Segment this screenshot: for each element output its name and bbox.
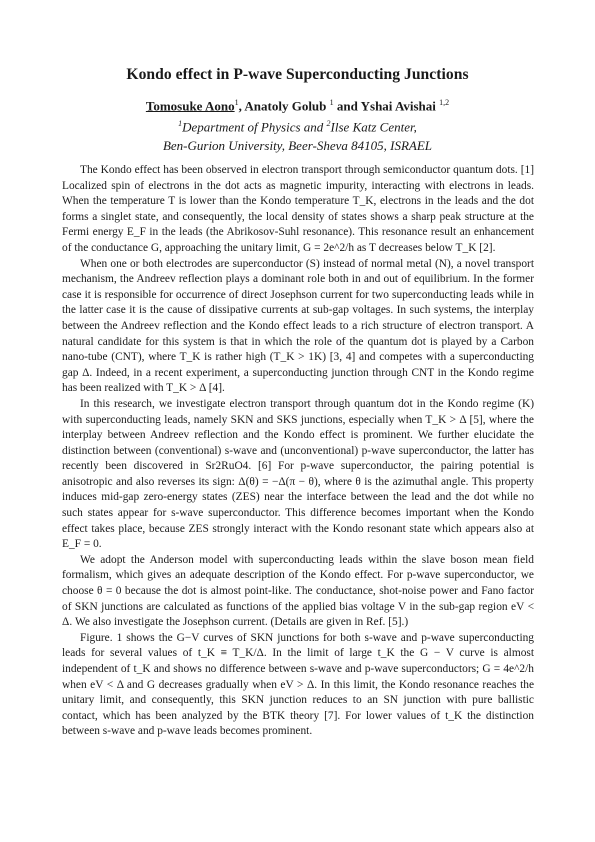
author-golub-affil: 1 [329, 98, 334, 107]
author-separator: , [238, 98, 242, 114]
paragraph-2: When one or both electrodes are superconductor (S) instead of normal metal (N), a novel transport mechanism, the Andreev reflection plays a dominant role both in and out of equilibrium. In the former case it is responsible for occurrence of direct Josephson current for two superconducting leads while in the latter case it is the cause of dissipative currents at sub-gap voltages. In such systems, the interplay between the Andreev reflection and the Kondo effect leads to a rich structure of electron transport. A natural candidate for this system is that in which the role of the quantum dot is played by a Carbon nano-tube (CNT), where T_K is rather high (T_K > 1K) [3, 4] and competes with a superconducting gap Δ. Indeed, in a recent experiment, a superconducting junction through CNT in the Kondo regime has been realized with T_K > Δ [4]. [62, 257, 534, 395]
paper-title: Kondo effect in P-wave Superconducting Junctions [126, 66, 469, 83]
author-aono-affil: 1 [234, 98, 239, 107]
affil-department: Department of Physics and [182, 119, 327, 135]
author-golub: Anatoly Golub [241, 98, 330, 114]
paragraph-1: The Kondo effect has been observed in electron transport through semiconductor quantum dots. [1] Localized spin of electrons in the dot acts as magnetic impurity, interacting with electrons in leads. When the temperature T is lower than the Kondo temperature T_K, electrons in the leads and the dot forms a singlet state, and consequently, the local density of states shows a sharp peak structure at the Fermi energy E_F in the leads (the Abrikosov-Suhl resonance). This resonance result an enhancement of the conductance G, approaching the unitary limit, G = 2e^2/h as T decreases below T_K [2]. [62, 164, 534, 254]
author-avishai-affil: 1,2 [439, 98, 450, 107]
affil-marker-2: 2 [326, 119, 331, 128]
paragraph-5: Figure. 1 shows the G−V curves of SKN junctions for both s-wave and p-wave superconducting leads for several values of t_K ≡ T_K/Δ. In the limit of large t_K the G − V curve is almost independent of t_K and shows no difference between s-wave and p-wave superconductors; G = 4e^2/h when eV < Δ and G decreases gradually when eV > Δ. In this limit, the Kondo resonance reaches the unitary limit, and consequently, this SKN junction reduces to an SN junction with pure ballistic contact, which has been analyzed by the BTK theory [7]. For lower values of t_K the distinction between s-wave and p-wave leads becomes prominent. [62, 631, 534, 738]
paper-body [62, 163, 534, 740]
paragraph-3: In this research, we investigate electron transport through quantum dot in the Kondo regime (K) with superconducting leads, namely SKN and SKS junctions, especially when T_K > Δ [5], where the interplay between Andreev reflection and the Kondo effect is prominent. We further elucidate the distinction between (conventional) s-wave and (unconventional) p-wave superconductor, the latter has recently been discovered in Sr2RuO4. [6] For p-wave superconductor, the pairing potential is anisotropic and also reverses its sign: Δ(θ) = −Δ(π − θ), where θ is the azimuthal angle. This property induces mid-gap zero-energy states (ZES) near the interface between the lead and the dot while no such states appear for s-wave superconductor. This difference becomes important when the Kondo effect takes place, because ZES strongly interact with the Kondo resonant state which appears also at E_F = 0. [62, 397, 534, 551]
author-aono: Tomosuke Aono [145, 98, 235, 114]
affil-center: Ilse Katz Center, [330, 119, 417, 135]
author-line [0, 98, 595, 114]
affil-marker-1: 1 [178, 119, 183, 128]
author-avishai: and Yshai Avishai [333, 98, 440, 114]
paragraph-4: We adopt the Anderson model with superconducting leads within the slave boson mean field formalism, which gives an adequate description of the Kondo effect. For p-wave superconductor, we choose θ = 0 because the dot is almost point-like. The conductance, shot-noise power and Fano factor of SKN junctions are calculated as functions of the applied bias voltage V in the sub-gap region eV < Δ. We also investigate the Josephson current. (Details are given in Ref. [5].) [62, 553, 534, 629]
affiliation-line-2: Ben-Gurion University, Beer-Sheva 84105, ISRAEL [162, 138, 433, 153]
affiliation-line-1 [0, 119, 595, 135]
